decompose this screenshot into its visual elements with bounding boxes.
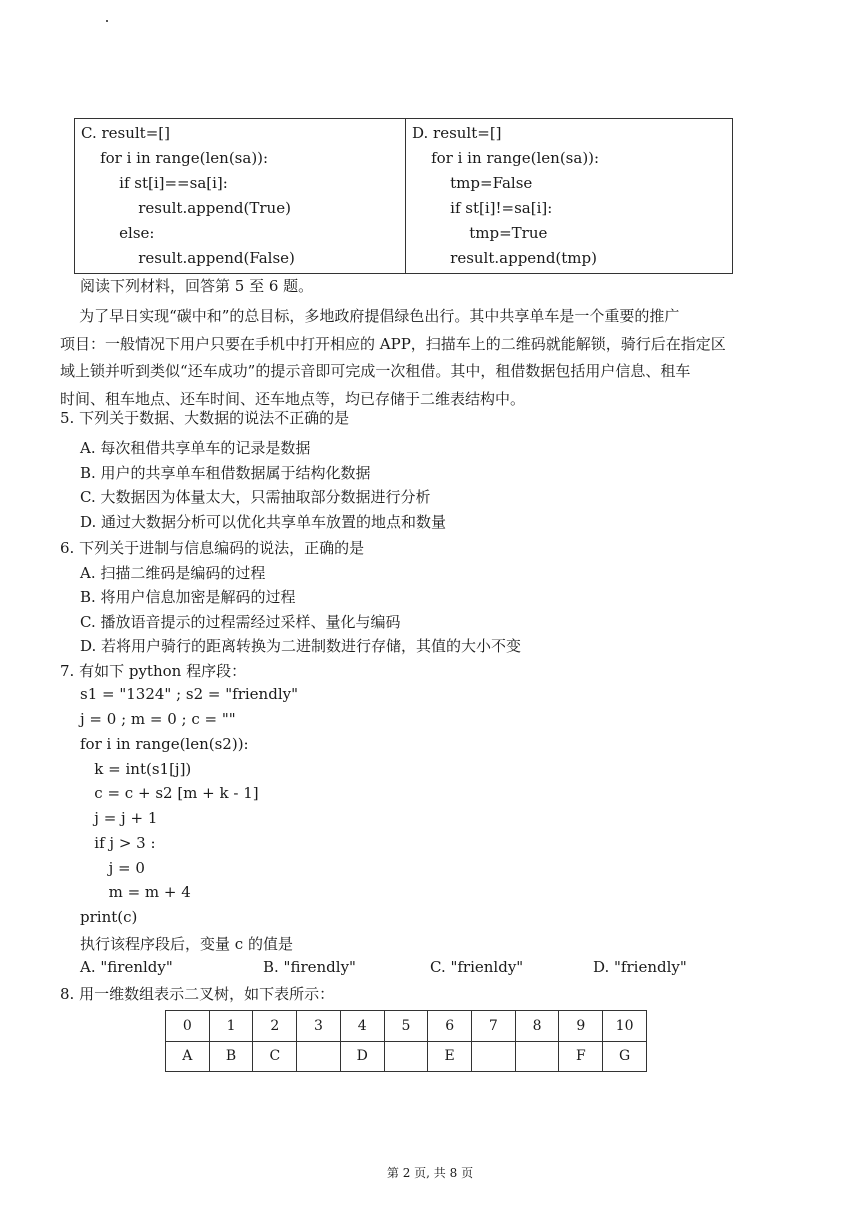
scan-speck <box>106 20 108 22</box>
q7-code-line: if j > 3 : <box>80 834 156 852</box>
passage-line: 项目：一般情况下用户只要在手机中打开相应的 APP，扫描车上的二维码就能解锁，骑行后在指定区 <box>60 334 726 353</box>
option-d-code-line: tmp=True <box>412 224 548 242</box>
index-cell: 6 <box>428 1011 472 1042</box>
page-footer: 第 2 页, 共 8 页 <box>386 1166 474 1180</box>
option-d-code-line: if st[i]!=sa[i]: <box>412 199 553 217</box>
option-c-code-line: for i in range(len(sa)): <box>81 149 269 167</box>
q5-option-b: B. 用户的共享单车租借数据属于结构化数据 <box>80 464 371 482</box>
q7-code-line: j = 0 ; m = 0 ; c = "" <box>80 710 236 728</box>
q7-code-line: j = 0 <box>80 859 145 877</box>
index-cell: 7 <box>472 1011 516 1042</box>
passage-line: 为了早日实现“碳中和”的总目标，多地政府提倡绿色出行。其中共享单车是一个重要的推广 <box>60 307 680 325</box>
index-cell: 8 <box>515 1011 559 1042</box>
value-cell: D <box>340 1041 384 1072</box>
option-d-cell <box>406 119 733 274</box>
index-cell: 10 <box>603 1011 647 1042</box>
value-cell: B <box>209 1041 253 1072</box>
value-cell: G <box>603 1041 647 1072</box>
q6-option-a: A. 扫描二维码是编码的过程 <box>80 564 266 582</box>
option-c-code-line: if st[i]==sa[i]: <box>81 174 228 192</box>
q7-code-line: m = m + 4 <box>80 883 191 901</box>
passage-line: 域上锁并听到类似“还车成功”的提示音即可完成一次租借。其中，租借数据包括用户信息、租车 <box>60 362 691 380</box>
reading-intro: 阅读下列材料，回答第 5 至 6 题。 <box>80 277 314 295</box>
q7-code-line: s1 = "1324" ; s2 = "friendly" <box>80 685 298 703</box>
passage <box>60 303 740 413</box>
index-cell: 9 <box>559 1011 603 1042</box>
q5-option-d: D. 通过大数据分析可以优化共享单车放置的地点和数量 <box>80 513 447 531</box>
index-cell: 2 <box>253 1011 297 1042</box>
question-6-stem: 6. 下列关于进制与信息编码的说法，正确的是 <box>60 539 365 557</box>
option-c-code-line: else: <box>81 224 155 242</box>
value-cell <box>472 1041 516 1072</box>
q7-code-line: print(c) <box>80 908 138 926</box>
index-cell: 0 <box>166 1011 210 1042</box>
q5-option-c: C. 大数据因为体量太大，只需抽取部分数据进行分析 <box>80 488 431 506</box>
option-d-code-line: D. result=[] <box>412 124 502 142</box>
value-cell <box>384 1041 428 1072</box>
index-cell: 5 <box>384 1011 428 1042</box>
question-8-stem: 8. 用一维数组表示二叉树，如下表所示： <box>60 985 335 1003</box>
q7-option-d: D. "friendly" <box>593 958 687 976</box>
q6-option-d: D. 若将用户骑行的距离转换为二进制数进行存储，其值的大小不变 <box>80 637 522 655</box>
index-cell: 3 <box>297 1011 341 1042</box>
option-c-cell <box>75 119 406 274</box>
question-7-stem: 7. 有如下 python 程序段： <box>60 662 247 680</box>
q7-code-line: for i in range(len(s2)): <box>80 735 249 753</box>
value-row <box>166 1041 647 1072</box>
binary-tree-array-table <box>165 1010 647 1072</box>
value-cell: A <box>166 1041 210 1072</box>
q7-code-line: c = c + s2 [m + k - 1] <box>80 784 259 802</box>
value-cell <box>297 1041 341 1072</box>
option-d-code-line: for i in range(len(sa)): <box>412 149 600 167</box>
option-c-code-line: result.append(False) <box>81 249 295 267</box>
value-cell <box>515 1041 559 1072</box>
index-cell: 1 <box>209 1011 253 1042</box>
q5-option-a: A. 每次租借共享单车的记录是数据 <box>80 439 311 457</box>
option-d-code-line: result.append(tmp) <box>412 249 597 267</box>
code-options-table <box>74 118 733 274</box>
q7-code-line: j = j + 1 <box>80 809 158 827</box>
value-cell: C <box>253 1041 297 1072</box>
option-d-code-line: tmp=False <box>412 174 533 192</box>
index-row <box>166 1011 647 1042</box>
q6-option-b: B. 将用户信息加密是解码的过程 <box>80 588 296 606</box>
q6-option-c: C. 播放语音提示的过程需经过采样、量化与编码 <box>80 613 401 631</box>
option-c-code-line: result.append(True) <box>81 199 291 217</box>
q7-prompt: 执行该程序段后，变量 c 的值是 <box>80 935 293 953</box>
q7-option-c: C. "frienldy" <box>430 958 524 976</box>
passage-line: 时间、租车地点、还车时间、还车地点等，均已存储于二维表结构中。 <box>60 389 526 408</box>
option-c-code-line: C. result=[] <box>81 124 170 142</box>
q7-code-line: k = int(s1[j]) <box>80 760 192 778</box>
q7-option-a: A. "firenldy" <box>80 958 173 976</box>
q7-option-b: B. "firendly" <box>263 958 356 976</box>
index-cell: 4 <box>340 1011 384 1042</box>
value-cell: F <box>559 1041 603 1072</box>
question-5-stem: 5. 下列关于数据、大数据的说法不正确的是 <box>60 409 350 427</box>
value-cell: E <box>428 1041 472 1072</box>
